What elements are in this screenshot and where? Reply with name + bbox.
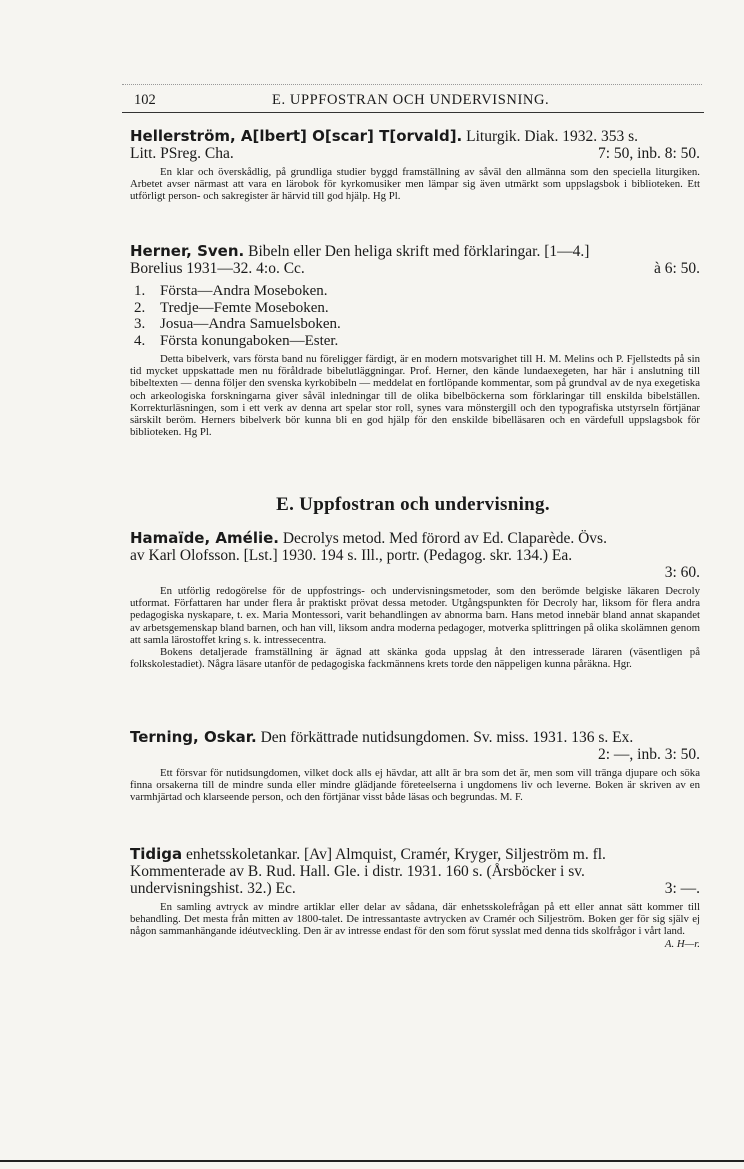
running-header [134, 92, 700, 112]
list-item: 3. Josua—Andra Samuelsboken. [134, 316, 341, 332]
price: 3: 60. [664, 564, 700, 581]
page-number: 102 [134, 92, 156, 108]
list-item: 2. Tredje—Femte Moseboken. [134, 299, 329, 316]
review-text [130, 166, 700, 203]
review-paragraph: En klar och överskådlig, på grundliga studier byggd framställning av såväl den allmänna som den speciella liturgiken. Arbetet avser närmast att vara en lärobok för kyrkomusiker men lämpar sig även utmärkt som uppslagsbok i biblioteken. Ett utförligt person- och sakregister är härvid till god hjälp. Hg Pl. [130, 166, 700, 203]
price: 7: 50, inb. 8: 50. [597, 145, 700, 162]
entry-hamaide [130, 530, 700, 670]
section-heading: E. Uppfostran och undervisning. [276, 494, 550, 515]
title-imprint: Bibeln eller Den heliga skrift med förklaringar. [1—4.] [244, 243, 590, 260]
entry-heading [130, 846, 700, 863]
list-item: 1. Första—Andra Moseboken. [134, 283, 328, 299]
review-text [130, 585, 700, 670]
price: à 6: 50. [653, 260, 700, 277]
review-paragraph: Bokens detaljerade framställning är ägnad att skänka goda uppslag åt den intresserade läraren (väsentligen på folkskolestadiet). Några läsare utanför de pedagogiska fackmännens krets torde den näppeligen kunna påräkna. Hgr. [130, 646, 700, 671]
price: 3: —. [664, 880, 700, 897]
review-paragraph: En utförlig redogörelse för de uppfostrings- och undervisningsmetoder, som den berömde belgiske läkaren Decroly utformat. Författaren har under flera år praktiskt prövat dessa metoder. Utgångspunkten för Decroly har, liksom för flera andra pedagogiska nyskapare, t. ex. Maria Montessori, varit behandlingen av abnorma barn. Hans metod innebär bland annat skapandet av arbetsgemenskap bland barnen, och han vill, liksom andra moderna pedagoger, motverka splittringen på olika skolämnen genom att samla lärostoffet kring s. k. intressecentra. [130, 585, 700, 646]
entry-heading-line3 [130, 564, 700, 581]
entry-hellerstrom [130, 128, 700, 203]
entry-heading-line2 [130, 863, 700, 880]
entry-heading-line3 [130, 880, 700, 897]
author-name: Hamaïde, Amélie. [130, 529, 279, 547]
entry-heading-line2 [130, 746, 700, 763]
bottom-rule [0, 1160, 744, 1162]
reviewer-signature: A. H—r. [664, 937, 700, 950]
review-paragraph: Detta bibelverk, vars första band nu föreligger färdigt, är en modern motsvarighet till H. M. Melins och P. Fjellstedts på sin tid mycket uppskattade men nu föråldrade bibelutläggningar. Prof. Herner, den kände lundaexegeten, har här i anslutning till bibeltexten — denna följer den svenska kyrkobibeln — meddelat en fortlöpande kommentar, som på grundval av de nya exegetiska och arkeologiska forskningarna giver såväl inledningar till de olika bibelböckerna som förklaringar till enskilda bibelställen. Korrekturläsningen, som i ett verk av denna art spelar stor roll, synes vara mönstergill och den typografiska utstyrseln förtjänar särskilt beröm. Herners bibelverk bör kunna bli en god hjälp för den enskilde bibelläsaren och en värdefull uppslagsbok för biblioteken. Hg Pl. [130, 353, 700, 439]
entry-heading-line2 [130, 145, 700, 162]
title-first-word: Tidiga [130, 845, 183, 863]
entry-herner [130, 243, 700, 438]
review-paragraph: Ett försvar för nutidsungdomen, vilket dock alls ej hävdar, att allt är bra som det är, men som vill tränga djupare och söka finna orsakerna till de mindre sunda eller mindre glädjande företeelserna i ungdomens liv och leverne. Boken är skriven av en varmhjärtad och klarseende person, och den förtjänar visst både läsas och begrundas. M. F. [130, 767, 700, 804]
review-text [130, 901, 700, 938]
running-title: E. UPPFOSTRAN OCH UNDERVISNING. [272, 92, 550, 108]
author-name: Hellerström, A[lbert] O[scar] T[orvald]. [130, 127, 463, 145]
title-imprint: enhetsskoletankar. [Av] Almquist, Cramér, Kryger, Siljeström m. fl. [182, 846, 606, 863]
imprint: av Karl Olofsson. [Lst.] 1930. 194 s. Ill., portr. (Pedagog. skr. 134.) Ea. [130, 547, 573, 564]
entry-terning [130, 729, 700, 804]
volume-list [134, 283, 700, 349]
entry-heading [130, 128, 700, 145]
series: undervisningshist. 32.) Ec. [130, 880, 296, 897]
header-rule [122, 112, 704, 113]
entry-heading-line2 [130, 547, 700, 564]
entry-heading [130, 729, 700, 746]
price: 2: —, inb. 3: 50. [597, 746, 700, 763]
classification: Borelius 1931—32. 4:o. Cc. [130, 260, 305, 277]
author-name: Herner, Sven. [130, 242, 245, 260]
entry-heading [130, 530, 700, 547]
title-imprint: Liturgik. Diak. 1932. 353 s. [462, 128, 639, 145]
top-dotted-rule [122, 84, 702, 85]
imprint: Kommenterade av B. Rud. Hall. Gle. i distr. 1931. 160 s. (Årsböcker i sv. [130, 863, 585, 880]
review-text [130, 353, 700, 438]
author-name: Terning, Oskar. [130, 728, 257, 746]
entry-tidiga [130, 846, 700, 950]
entry-heading [130, 243, 700, 260]
classification: Litt. PSreg. Cha. [130, 145, 234, 162]
review-paragraph: En samling avtryck av mindre artiklar eller delar av sådana, där enhetsskolefrågan på ett eller annat sätt kommer till behandling. Det mesta från mitten av 1800-talet. De intressantaste avtrycken av Cramér och Siljeström. Boken ger för sig själv ej någon sammanhängande idéutveckling. Den är av intresse endast för den som förut sysslat med denna tids skolfrågor i vårt land. [130, 901, 700, 938]
review-text [130, 767, 700, 804]
list-item: 4. Första konungaboken—Ester. [134, 332, 339, 349]
title-imprint: Decrolys metod. Med förord av Ed. Claparède. Övs. [278, 530, 607, 547]
title-imprint: Den förkättrade nutidsungdomen. Sv. miss. 1931. 136 s. Ex. [256, 729, 634, 746]
entry-heading-line2 [130, 260, 700, 277]
